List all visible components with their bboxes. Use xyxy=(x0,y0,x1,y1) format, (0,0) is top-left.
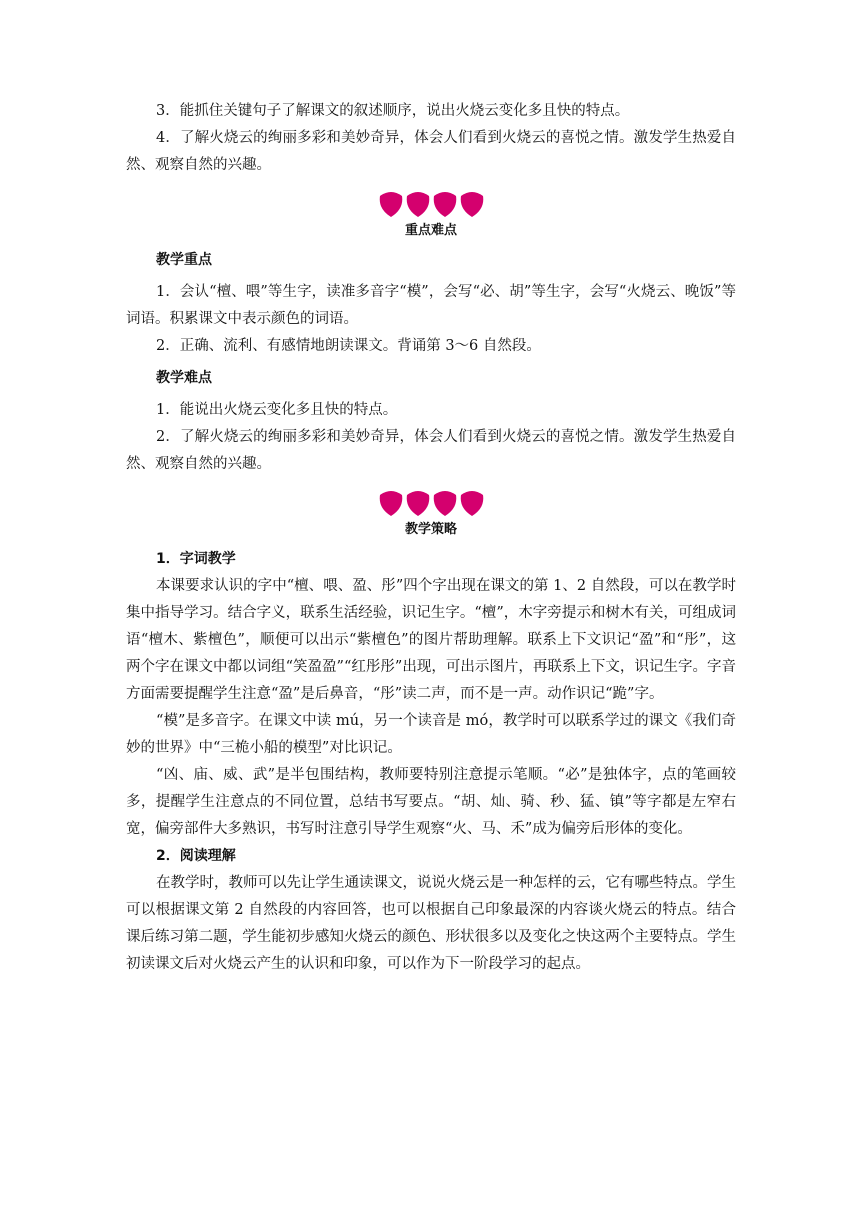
difficult-points-heading: 教学难点 xyxy=(156,370,212,386)
document-body xyxy=(126,98,736,978)
petal-ornament-icon xyxy=(377,189,485,219)
difficult-point-1: 1．能说出火烧云变化多且快的特点。 xyxy=(156,402,398,418)
section-title-strategy: 教学策略 xyxy=(404,522,457,537)
key-point-2: 2．正确、流利、有感情地朗读课文。背诵第 3～6 自然段。 xyxy=(156,338,541,354)
objective-4: 4．了解火烧云的绚丽多彩和美妙奇异，体会人们看到火烧云的喜悦之情。激发学生热爱自然、观察自然的兴趣。 xyxy=(126,130,736,173)
section-ornament xyxy=(126,189,736,219)
key-points-heading: 教学重点 xyxy=(156,252,212,268)
objective-3: 3．能抓住关键句子了解课文的叙述顺序，说出火烧云变化多且快的特点。 xyxy=(156,103,630,119)
section-title-key-difficult: 重点难点 xyxy=(404,223,457,238)
key-point-1: 1．会认“檀、喂”等生字，读准多音字“模”，会写“必、胡”等生字，会写“火烧云、晚饭”等词语。积累课文中表示颜色的词语。 xyxy=(126,284,736,327)
difficult-point-2: 2．了解火烧云的绚丽多彩和美妙奇异，体会人们看到火烧云的喜悦之情。激发学生热爱自然、观察自然的兴趣。 xyxy=(126,429,736,472)
vocab-heading: 1．字词教学 xyxy=(156,551,236,567)
section-ornament xyxy=(126,488,736,518)
reading-paragraph-1: 在教学时，教师可以先让学生通读课文，说说火烧云是一种怎样的云，它有哪些特点。学生可以根据课文第 2 自然段的内容回答，也可以根据自己印象最深的内容谈火烧云的特点。结合课后练习第二题，学生能初步感知火烧云的颜色、形状很多以及变化之快这两个主要特点。学生初读课文后对火烧云产生的认识和印象，可以作为下一阶段学习的起点。 xyxy=(126,875,736,972)
vocab-paragraph-3: “凶、庙、威、武”是半包围结构，教师要特别注意提示笔顺。“必”是独体字，点的笔画较多，提醒学生注意点的不同位置，总结书写要点。“胡、灿、骑、秒、猛、镇”等字都是左窄右宽，偏旁部件大多熟识，书写时注意引导学生观察“火、马、禾”成为偏旁后形体的变化。 xyxy=(126,767,736,837)
vocab-paragraph-2: “模”是多音字。在课文中读 mú，另一个读音是 mó，教学时可以联系学过的课文《我们奇妙的世界》中“三桅小船的模型”对比识记。 xyxy=(126,713,736,756)
petal-ornament-icon xyxy=(377,488,485,518)
vocab-paragraph-1: 本课要求认识的字中“檀、喂、盈、彤”四个字出现在课文的第 1、2 自然段，可以在教学时集中指导学习。结合字义，联系生活经验，识记生字。“檀”，木字旁提示和树木有关，可组成词语“檀木、紫檀色”，顺便可以出示“紫檀色”的图片帮助理解。联系上下文识记“盈”和“彤”，这两个字在课文中都以词组“笑盈盈”“红彤彤”出现，可出示图片，再联系上下文，识记生字。字音方面需要提醒学生注意“盈”是后鼻音，“彤”读二声，而不是一声。动作识记“跪”字。 xyxy=(126,578,736,702)
reading-heading: 2．阅读理解 xyxy=(156,848,236,864)
